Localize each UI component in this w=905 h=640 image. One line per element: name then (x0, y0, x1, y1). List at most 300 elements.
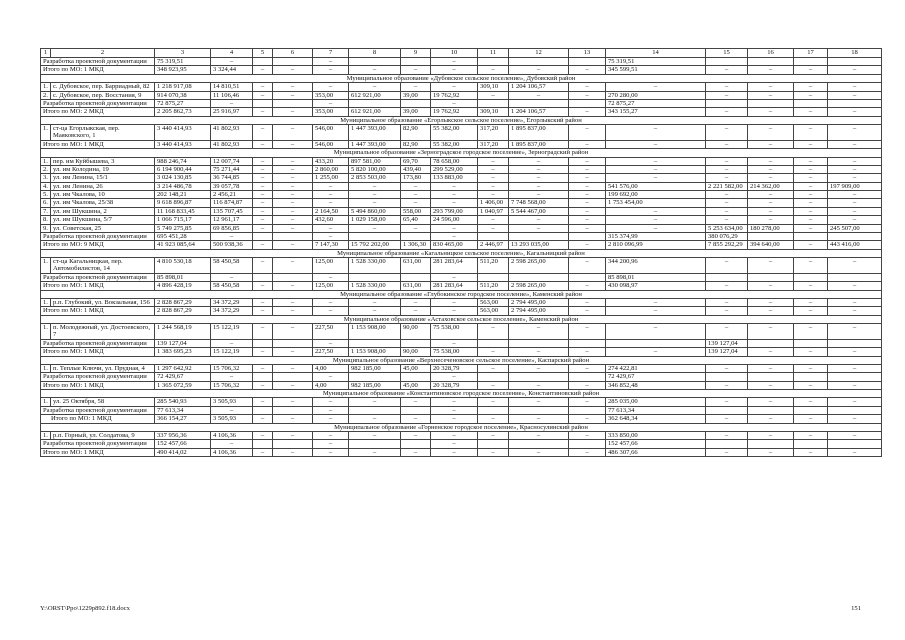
value-cell: – (313, 406, 349, 414)
value-cell: – (794, 364, 828, 372)
value-cell: – (253, 125, 273, 141)
value-cell: 897 581,00 (349, 157, 401, 165)
table-row (41, 91, 882, 99)
value-cell (478, 232, 509, 240)
value-cell: 281 283,64 (431, 282, 478, 290)
value-cell: – (478, 348, 509, 356)
subtotal-row (41, 381, 882, 389)
value-cell (569, 273, 606, 281)
value-cell (828, 339, 882, 347)
value-cell: – (748, 108, 794, 116)
section-title: Муниципальное образование «Кагальницкое сельское поселение», Кагальницкий район (41, 249, 882, 257)
table-row (41, 125, 882, 141)
value-cell (569, 373, 606, 381)
value-cell: 490 414,02 (155, 448, 211, 456)
value-cell: – (794, 224, 828, 232)
value-cell: – (478, 157, 509, 165)
value-cell: – (313, 339, 349, 347)
value-cell (478, 440, 509, 448)
value-cell: – (794, 448, 828, 456)
value-cell: – (828, 448, 882, 456)
value-cell: 24 596,00 (431, 216, 478, 224)
table-row (41, 298, 882, 306)
value-cell: – (706, 258, 748, 274)
value-cell: – (706, 398, 748, 406)
value-cell: 75 319,51 (155, 58, 211, 66)
value-cell: 1 066 715,17 (155, 216, 211, 224)
value-cell: – (431, 415, 478, 423)
value-cell (828, 99, 882, 107)
value-cell: – (273, 307, 313, 315)
value-cell: – (431, 339, 478, 347)
value-cell: – (431, 398, 478, 406)
value-cell: 362 648,34 (606, 415, 706, 423)
value-cell: – (509, 448, 569, 456)
value-cell: – (273, 431, 313, 439)
value-cell: – (606, 348, 706, 356)
value-cell: – (273, 199, 313, 207)
value-cell: – (606, 174, 706, 182)
subtotal-row (41, 373, 882, 381)
value-cell (569, 339, 606, 347)
value-cell: – (828, 199, 882, 207)
table-row (41, 191, 882, 199)
value-cell: – (706, 448, 748, 456)
value-cell: – (509, 66, 569, 74)
value-cell: – (478, 448, 509, 456)
value-cell: 380 076,29 (706, 232, 748, 240)
value-cell: 34 372,29 (211, 307, 253, 315)
section-header-row (41, 116, 882, 124)
value-cell: 90,00 (401, 348, 431, 356)
value-cell: – (748, 199, 794, 207)
value-cell (509, 99, 569, 107)
value-cell: – (478, 324, 509, 340)
column-number-cell: 7 (313, 49, 349, 58)
value-cell: – (273, 108, 313, 116)
value-cell: 13 293 035,00 (509, 241, 569, 249)
value-cell: – (706, 431, 748, 439)
value-cell: 1 406,00 (478, 199, 509, 207)
value-cell: – (273, 258, 313, 274)
value-cell: 36 744,85 (211, 174, 253, 182)
value-cell: 77 613,34 (606, 406, 706, 414)
value-cell: 2 205 862,73 (155, 108, 211, 116)
value-cell: – (273, 448, 313, 456)
value-cell: 197 909,00 (828, 182, 882, 190)
value-cell: – (478, 66, 509, 74)
subtotal-row (41, 99, 882, 107)
address-cell: Итого по МО: 9 МКД (41, 241, 155, 249)
value-cell: 988 246,74 (155, 157, 211, 165)
value-cell: – (273, 91, 313, 99)
value-cell: – (253, 91, 273, 99)
value-cell: 337 956,36 (155, 431, 211, 439)
value-cell: – (794, 108, 828, 116)
value-cell: – (431, 66, 478, 74)
value-cell: – (478, 174, 509, 182)
value-cell: 1 306,30 (401, 241, 431, 249)
value-cell: – (273, 157, 313, 165)
value-cell: – (273, 83, 313, 91)
value-cell: 695 451,28 (155, 232, 211, 240)
value-cell: 90,00 (401, 324, 431, 340)
value-cell: 7 855 292,29 (706, 241, 748, 249)
value-cell: 12 007,74 (211, 157, 253, 165)
value-cell: – (794, 241, 828, 249)
value-cell: 11 106,46 (211, 91, 253, 99)
value-cell: – (509, 174, 569, 182)
value-cell: – (313, 431, 349, 439)
value-cell: – (431, 99, 478, 107)
table-row (41, 83, 882, 91)
value-cell: 4 896 428,19 (155, 282, 211, 290)
value-cell: – (313, 232, 349, 240)
value-cell (794, 406, 828, 414)
value-cell: – (273, 241, 313, 249)
value-cell (569, 406, 606, 414)
value-cell: – (569, 431, 606, 439)
value-cell: – (569, 140, 606, 148)
value-cell: – (794, 415, 828, 423)
value-cell: 1 153 908,00 (349, 348, 401, 356)
value-cell: – (794, 431, 828, 439)
value-cell: 72 429,67 (606, 373, 706, 381)
value-cell: 7 147,30 (313, 241, 349, 249)
value-cell (748, 58, 794, 66)
value-cell: – (431, 448, 478, 456)
value-cell (349, 339, 401, 347)
value-cell: 41 802,93 (211, 140, 253, 148)
subtotal-row (41, 448, 882, 456)
section-header-row (41, 423, 882, 431)
section-title: Муниципальное образование «Горненское городское поселение», Красносулинский район (41, 423, 882, 431)
value-cell (273, 339, 313, 347)
value-cell: 612 921,00 (349, 91, 401, 99)
value-cell: – (349, 83, 401, 91)
value-cell: – (478, 398, 509, 406)
value-cell (706, 273, 748, 281)
value-cell: – (273, 66, 313, 74)
value-cell: – (706, 298, 748, 306)
value-cell (748, 406, 794, 414)
table-row (41, 165, 882, 173)
value-cell: 433,20 (313, 157, 349, 165)
value-cell: – (313, 398, 349, 406)
value-cell: 1 153 908,00 (349, 324, 401, 340)
value-cell: 3 505,93 (211, 415, 253, 423)
value-cell: 4,00 (313, 381, 349, 389)
value-cell: – (828, 216, 882, 224)
value-cell (253, 58, 273, 66)
value-cell: 58 450,58 (211, 282, 253, 290)
value-cell: 125,00 (313, 258, 349, 274)
value-cell: – (748, 398, 794, 406)
value-cell (478, 339, 509, 347)
value-cell (794, 58, 828, 66)
value-cell: – (349, 307, 401, 315)
value-cell: 2 828 867,29 (155, 298, 211, 306)
value-cell (273, 406, 313, 414)
value-cell: – (569, 415, 606, 423)
value-cell: – (828, 298, 882, 306)
value-cell: 982 185,00 (349, 364, 401, 372)
value-cell (253, 339, 273, 347)
page-number: 151 (851, 605, 861, 612)
value-cell: – (211, 406, 253, 414)
row-number-cell: 1. (41, 83, 51, 91)
value-cell (794, 373, 828, 381)
value-cell: – (349, 448, 401, 456)
value-cell: 5 253 634,00 (706, 224, 748, 232)
value-cell: – (313, 440, 349, 448)
address-cell: Разработка проектной документации (41, 232, 155, 240)
value-cell: 631,00 (401, 258, 431, 274)
value-cell: – (509, 348, 569, 356)
section-header-row (41, 356, 882, 364)
value-cell: – (706, 191, 748, 199)
value-cell: – (748, 381, 794, 389)
value-cell: – (794, 83, 828, 91)
value-cell: 58 450,58 (211, 258, 253, 274)
value-cell (794, 99, 828, 107)
column-number-cell: 10 (431, 49, 478, 58)
value-cell: – (509, 216, 569, 224)
value-cell: 1 447 393,00 (349, 140, 401, 148)
value-cell: – (606, 83, 706, 91)
value-cell: – (509, 191, 569, 199)
value-cell: – (431, 191, 478, 199)
value-cell: – (273, 216, 313, 224)
row-number-cell: 1. (41, 125, 51, 141)
value-cell (401, 232, 431, 240)
value-cell: – (748, 91, 794, 99)
value-cell: – (253, 431, 273, 439)
value-cell: – (706, 83, 748, 91)
value-cell: – (349, 298, 401, 306)
value-cell: – (253, 324, 273, 340)
table-row (41, 174, 882, 182)
value-cell: 65,40 (401, 216, 431, 224)
value-cell: – (313, 83, 349, 91)
value-cell: 1 297 642,92 (155, 364, 211, 372)
row-number-cell: 3. (41, 174, 51, 182)
value-cell: – (401, 307, 431, 315)
value-cell: – (313, 224, 349, 232)
value-cell: 443 416,00 (828, 241, 882, 249)
value-cell (349, 273, 401, 281)
value-cell: – (313, 99, 349, 107)
value-cell: – (748, 157, 794, 165)
subtotal-row (41, 273, 882, 281)
value-cell: – (349, 191, 401, 199)
value-cell: 15 792 202,00 (349, 241, 401, 249)
value-cell: – (478, 191, 509, 199)
value-cell: – (478, 216, 509, 224)
value-cell: – (313, 307, 349, 315)
address-cell: п. Теплые Ключи, ул. Прудная, 4 (51, 364, 155, 372)
value-cell: 315 374,99 (606, 232, 706, 240)
value-cell: 830 465,00 (431, 241, 478, 249)
value-cell: 11 168 833,45 (155, 207, 211, 215)
value-cell: – (706, 165, 748, 173)
value-cell: – (794, 125, 828, 141)
row-number-cell: 1. (41, 398, 51, 406)
table-row (41, 207, 882, 215)
value-cell (253, 99, 273, 107)
section-title: Муниципальное образование «Дубовское сельское поселение», Дубовский район (41, 74, 882, 82)
value-cell: 25 916,97 (211, 108, 253, 116)
address-cell: ул. им Шукшина, 5/7 (51, 216, 155, 224)
section-title: Муниципальное образование «Астаховское сельское поселение», Каменский район (41, 315, 882, 323)
address-cell: р.п. Горный, ул. Солдатова, 9 (51, 431, 155, 439)
row-number-cell: 1. (41, 364, 51, 372)
value-cell: – (569, 282, 606, 290)
value-cell: – (706, 108, 748, 116)
value-cell (273, 99, 313, 107)
value-cell: 500 938,36 (211, 241, 253, 249)
value-cell: 1 753 454,00 (606, 199, 706, 207)
value-cell: – (349, 199, 401, 207)
value-cell (273, 273, 313, 281)
value-cell: – (794, 140, 828, 148)
value-cell: – (509, 381, 569, 389)
value-cell: – (253, 83, 273, 91)
value-cell: – (211, 440, 253, 448)
value-cell (569, 232, 606, 240)
value-cell: – (478, 381, 509, 389)
row-number-cell: 8. (41, 216, 51, 224)
value-cell: 214 362,00 (748, 182, 794, 190)
value-cell: 15 122,19 (211, 324, 253, 340)
value-cell: – (313, 415, 349, 423)
subtotal-row (41, 415, 882, 423)
value-cell: – (794, 157, 828, 165)
value-cell: 4 810 530,18 (155, 258, 211, 274)
value-cell: 85 898,01 (155, 273, 211, 281)
value-cell (401, 99, 431, 107)
value-cell (273, 373, 313, 381)
value-cell: – (606, 307, 706, 315)
value-cell: – (569, 157, 606, 165)
value-cell: 41 802,93 (211, 125, 253, 141)
value-cell (706, 373, 748, 381)
value-cell: – (253, 66, 273, 74)
value-cell: – (794, 165, 828, 173)
value-cell: – (569, 216, 606, 224)
value-cell: 348 923,95 (155, 66, 211, 74)
section-header-row (41, 390, 882, 398)
value-cell (828, 406, 882, 414)
subtotal-row (41, 348, 882, 356)
address-cell: Итого по МО: 1 МКД (41, 381, 155, 389)
value-cell (401, 339, 431, 347)
value-cell: – (748, 66, 794, 74)
value-cell: – (431, 440, 478, 448)
value-cell (748, 440, 794, 448)
value-cell: – (509, 91, 569, 99)
column-number-cell: 15 (706, 49, 748, 58)
value-cell: 78 658,00 (431, 157, 478, 165)
value-cell: – (273, 182, 313, 190)
row-number-cell: 1. (41, 157, 51, 165)
value-cell: 12 961,17 (211, 216, 253, 224)
value-cell: – (569, 348, 606, 356)
value-cell: – (313, 373, 349, 381)
value-cell: – (828, 398, 882, 406)
value-cell: 631,00 (401, 282, 431, 290)
value-cell: – (313, 182, 349, 190)
value-cell: – (253, 381, 273, 389)
value-cell: – (748, 415, 794, 423)
value-cell: 1 040,97 (478, 207, 509, 215)
value-cell (509, 440, 569, 448)
value-cell (349, 373, 401, 381)
value-cell: – (431, 232, 478, 240)
value-cell: – (706, 324, 748, 340)
value-cell: – (794, 307, 828, 315)
column-number-cell: 18 (828, 49, 882, 58)
value-cell: – (431, 298, 478, 306)
value-cell: – (401, 431, 431, 439)
value-cell: – (828, 307, 882, 315)
value-cell (253, 406, 273, 414)
value-cell: 82,90 (401, 140, 431, 148)
value-cell (509, 339, 569, 347)
value-cell: 5 749 275,85 (155, 224, 211, 232)
value-cell: 333 850,00 (606, 431, 706, 439)
value-cell: 345 599,51 (606, 66, 706, 74)
value-cell: – (748, 431, 794, 439)
value-cell (478, 406, 509, 414)
value-cell: – (794, 298, 828, 306)
value-cell: 274 422,81 (606, 364, 706, 372)
value-cell: 439,40 (401, 165, 431, 173)
value-cell: – (253, 140, 273, 148)
value-cell: 353,00 (313, 108, 349, 116)
value-cell: – (828, 364, 882, 372)
value-cell (478, 273, 509, 281)
value-cell: – (569, 182, 606, 190)
value-cell: 2 794 495,00 (509, 307, 569, 315)
value-cell: 139 127,04 (706, 339, 748, 347)
row-number-cell: 1. (41, 324, 51, 340)
value-cell: – (273, 415, 313, 423)
value-cell: 1 244 568,19 (155, 324, 211, 340)
value-cell: 1 895 837,00 (509, 140, 569, 148)
value-cell: – (349, 431, 401, 439)
address-cell: Разработка проектной документации (41, 273, 155, 281)
value-cell: 366 154,27 (155, 415, 211, 423)
value-cell: – (569, 364, 606, 372)
address-cell: Итого по МО: 1 МКД (41, 140, 155, 148)
value-cell (253, 232, 273, 240)
table-row (41, 258, 882, 274)
value-cell: 152 457,66 (155, 440, 211, 448)
address-cell: п. Молодежный, ул. Достоевского, 7 (51, 324, 155, 340)
column-number-cell: 16 (748, 49, 794, 58)
value-cell: – (509, 165, 569, 173)
value-cell (794, 339, 828, 347)
value-cell: 2 860,00 (313, 165, 349, 173)
value-cell: 563,00 (478, 298, 509, 306)
address-cell: ул. 25 Октября, 58 (51, 398, 155, 406)
column-number-cell: 13 (569, 49, 606, 58)
value-cell: – (431, 224, 478, 232)
value-cell: – (431, 273, 478, 281)
value-cell: – (828, 381, 882, 389)
address-cell: Итого по МО: 1 МКД (41, 66, 155, 74)
